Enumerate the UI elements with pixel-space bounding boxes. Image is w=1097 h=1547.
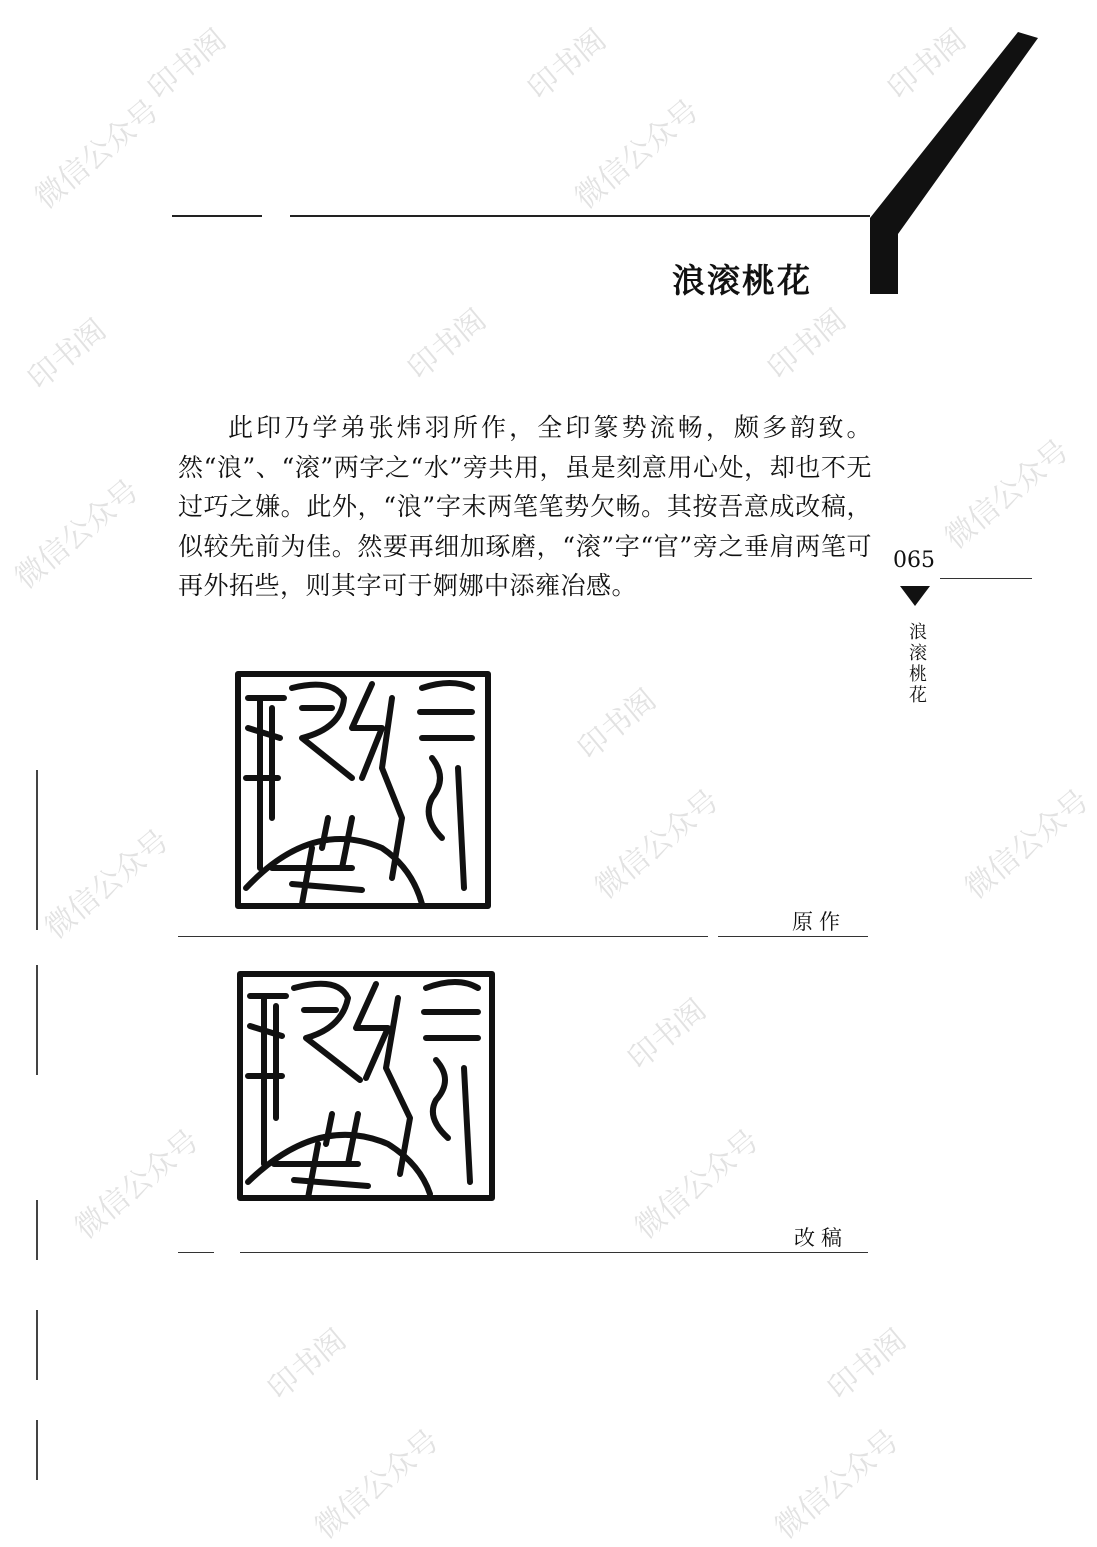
running-title-char: 花 [909,685,927,706]
watermark-text: 微信公众号 [628,1123,766,1247]
watermark-text: 印书阁 [141,22,233,108]
body-paragraph-block [178,408,872,606]
watermark-text: 印书阁 [521,22,613,108]
margin-line [36,1200,38,1260]
running-title-char: 浪 [909,622,927,643]
separator-rule [240,1252,868,1253]
margin-line [36,965,38,1075]
chapter-slash-decoration [860,28,1050,298]
page-number-rule [940,578,1032,579]
watermark-text: 印书阁 [881,22,973,108]
running-title [906,622,930,706]
watermark-text: 印书阁 [261,1322,353,1408]
watermark-text: 微信公众号 [958,783,1096,907]
margin-line [36,770,38,930]
seal-revised-image [234,968,498,1204]
page-number: 065 [893,548,935,573]
body-paragraph: 此印乃学弟张炜羽所作，全印篆势流畅，颇多韵致。然“浪”、“滚”两字之“水”旁共用，虽是刻意用心处，却也不无过巧之嫌。此外，“浪”字末两笔笔势欠畅。其按吾意成改稿，似较先前为佳。然要再细加琢磨，“滚”字“官”旁之垂肩两笔可再外拓些，则其字可于婀娜中添雍冶感。 [178,413,872,600]
margin-line [36,1420,38,1480]
watermark-text: 印书阁 [401,302,493,388]
separator-rule [718,936,868,937]
watermark-text: 微信公众号 [938,433,1076,557]
watermark-text: 印书阁 [621,992,713,1078]
watermark-text: 微信公众号 [768,1423,906,1547]
separator-rule [178,1252,214,1253]
watermark-text: 微信公众号 [38,823,176,947]
seal-original-image [232,668,494,912]
watermark-text: 微信公众号 [308,1423,446,1547]
caption-original: 原作 [792,910,846,934]
header-rule [290,215,870,217]
watermark-text: 印书阁 [21,312,113,398]
watermark-text: 微信公众号 [68,1123,206,1247]
running-title-char: 桃 [909,664,927,685]
page-title: 浪滚桃花 [672,261,812,300]
running-title-char: 滚 [909,643,927,664]
triangle-down-icon [898,584,932,608]
watermark-text: 微信公众号 [8,473,146,597]
watermark-text: 微信公众号 [588,783,726,907]
watermark-text: 印书阁 [761,302,853,388]
watermark-text: 印书阁 [821,1322,913,1408]
watermark-text: 印书阁 [571,682,663,768]
margin-line [36,1310,38,1380]
watermark-text: 微信公众号 [28,93,166,217]
separator-rule [178,936,708,937]
header-rule [172,215,262,217]
caption-revised: 改稿 [794,1226,848,1250]
watermark-text: 微信公众号 [568,93,706,217]
